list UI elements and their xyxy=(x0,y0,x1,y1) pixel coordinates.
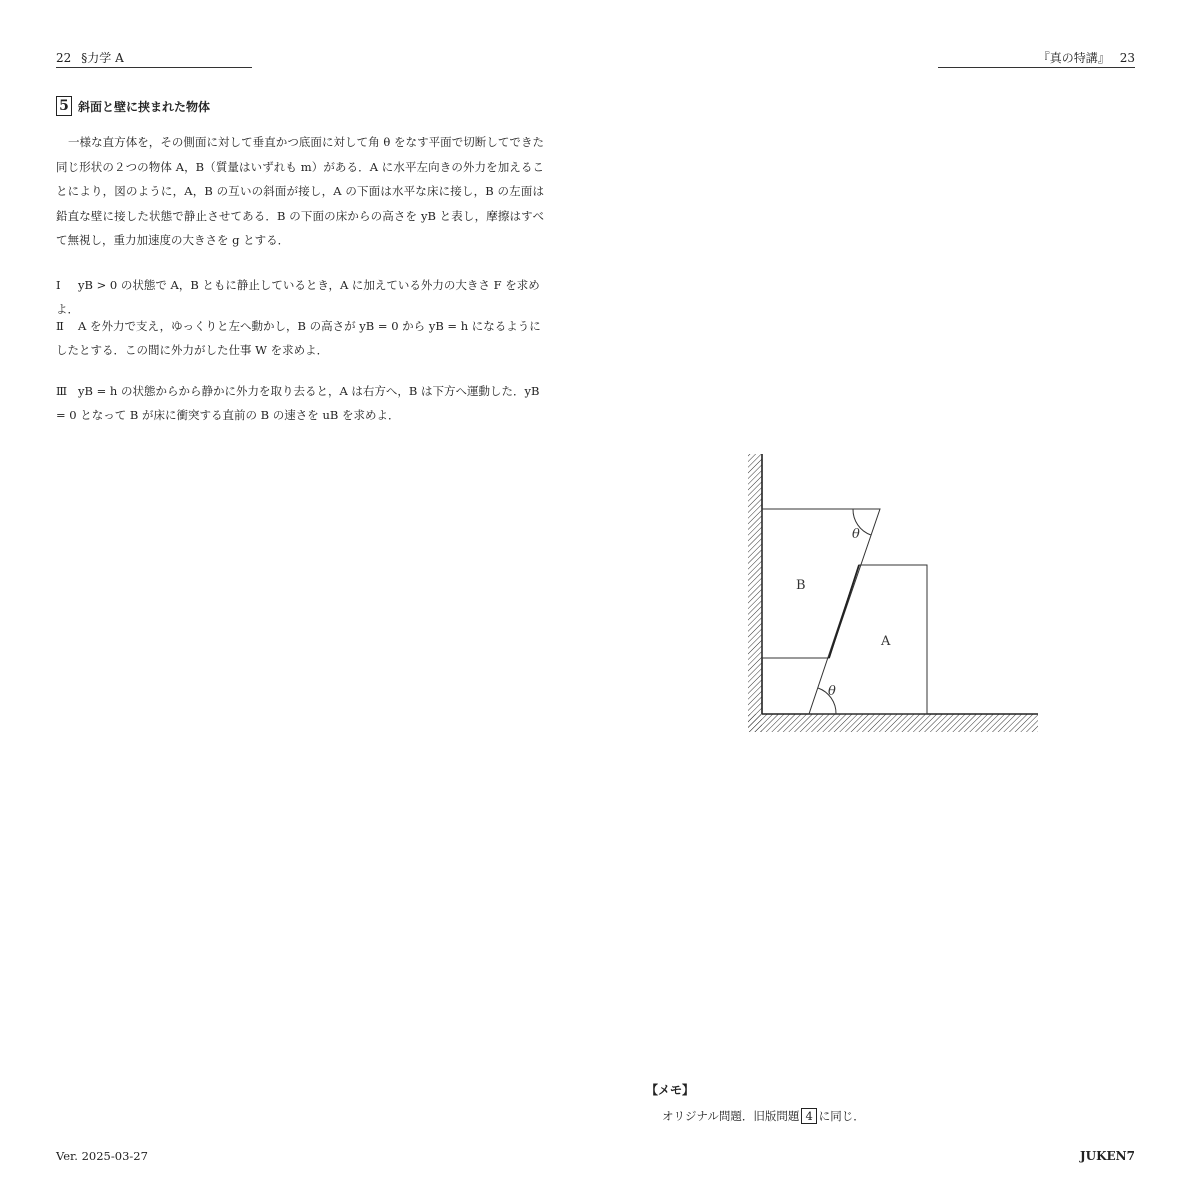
label-block-a: A xyxy=(881,634,891,649)
problem-number-box: 5 xyxy=(56,96,72,116)
memo-ref-box: 4 xyxy=(801,1108,816,1124)
section-title: §力学 A xyxy=(81,51,124,65)
contact-slope xyxy=(829,565,859,658)
block-b xyxy=(762,509,880,658)
label-block-b: B xyxy=(796,578,806,593)
left-page-number: 22 xyxy=(56,51,72,65)
block-a xyxy=(809,565,927,714)
memo-title: 【メモ】 xyxy=(646,1083,695,1097)
question-3 xyxy=(56,379,546,427)
wall-hatch xyxy=(748,454,762,732)
angle-label-top: θ xyxy=(852,527,860,542)
floor-hatch xyxy=(748,714,1038,732)
wall-slope-figure xyxy=(746,452,1042,736)
right-page-number: 23 xyxy=(1119,51,1135,65)
question-text: A を外力で支え，ゆっくりと左へ動かし，B の高さが yB = 0 から yB = h になるようにしたとする．この間に外力がした仕事 W を求めよ． xyxy=(56,319,541,357)
brand-label: JUKEN7 xyxy=(1079,1149,1135,1163)
question-mark: Ⅰ xyxy=(56,278,61,292)
question-mark: Ⅱ xyxy=(56,319,64,333)
problem-statement: 一様な直方体を，その側面に対して垂直かつ底面に対して角 θ をなす平面で切断してできた同じ形状の２つの物体 A，B（質量はいずれも m）がある．A に水平左向きの外力を加えることにより，図のように，A，B の互いの斜面が接し，A の下面は水平な床に接し，B の左面は鉛直な壁に接した状態で静止させてある．B の下面の床からの高さを yB と表し，摩擦はすべて無視し，重力加速度の大きさを g とする． xyxy=(56,135,544,247)
left-page-header xyxy=(56,50,252,68)
question-mark: Ⅲ xyxy=(56,384,68,398)
question-text: yB > 0 の状態で A，B ともに静止しているとき，A に加えている外力の大きさ F を求めよ． xyxy=(56,278,540,316)
question-2 xyxy=(56,314,546,362)
angle-label-bottom: θ xyxy=(828,684,836,699)
memo-text-after: に同じ． xyxy=(818,1109,865,1123)
memo-body xyxy=(662,1106,865,1126)
problem-title xyxy=(56,96,210,116)
right-page-header xyxy=(938,50,1135,68)
memo-text: オリジナル問題．旧版問題 xyxy=(662,1109,800,1123)
book-title: 『真の特講』 xyxy=(1037,51,1110,65)
question-text: yB = h の状態からから静かに外力を取り去ると，A は右方へ，B は下方へ運動した．yB = 0 となって B が床に衝突する直前の B の速さを uB を求めよ． xyxy=(56,384,540,422)
version-label: Ver. 2025-03-27 xyxy=(56,1149,148,1163)
problem-heading: 斜面と壁に挟まれた物体 xyxy=(78,99,211,114)
